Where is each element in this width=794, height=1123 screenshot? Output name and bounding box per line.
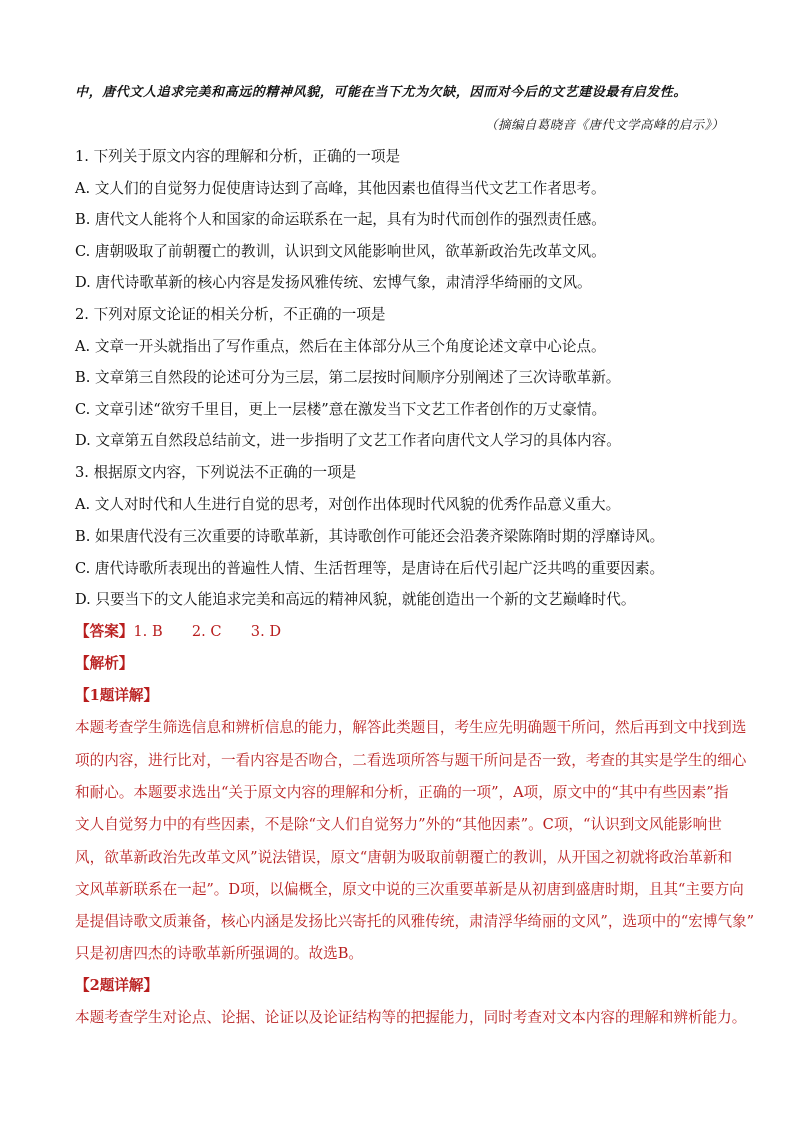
question-1-option-d: D. 唐代诗歌革新的核心内容是发扬风雅传统、宏博气象，肃清浮华绮丽的文风。 bbox=[75, 274, 592, 291]
intro-line: 中，唐代文人追求完美和高远的精神风貌，可能在当下尤为欠缺，因而对今后的文艺建设最有启发性。 bbox=[75, 85, 688, 100]
question-2-option-a: A. 文章一开头就指出了写作重点，然后在主体部分从三个角度论述文章中心论点。 bbox=[75, 338, 606, 355]
answer-row bbox=[75, 622, 281, 642]
question-3-option-d: D. 只要当下的文人能追求完美和高远的精神风貌，就能创造出一个新的文艺巅峰时代。 bbox=[75, 591, 636, 608]
detail-1-line: 和耐心。本题要求选出“关于原文内容的理解和分析，正确的一项”，A项，原文中的“其中有些因素”指 bbox=[75, 784, 729, 801]
question-1-option-b: B. 唐代文人能将个人和国家的命运联系在一起，具有为时代而创作的强烈责任感。 bbox=[75, 211, 606, 228]
analysis-label: 【解析】 bbox=[75, 655, 134, 672]
question-2-option-d: D. 文章第五自然段总结前文，进一步指明了文艺工作者向唐代文人学习的具体内容。 bbox=[75, 432, 621, 449]
question-1-stem: 1. 下列关于原文内容的理解和分析，正确的一项是 bbox=[75, 148, 401, 165]
question-3-option-a: A. 文人对时代和人生进行自觉的思考，对创作出体现时代风貌的优秀作品意义重大。 bbox=[75, 496, 621, 513]
detail-1-line: 本题考查学生筛选信息和辨析信息的能力，解答此类题目，考生应先明确题干所问，然后再到文中找到选 bbox=[75, 719, 747, 736]
question-3-option-b: B. 如果唐代没有三次重要的诗歌革新，其诗歌创作可能还会沿袭齐梁陈隋时期的浮靡诗风。 bbox=[75, 528, 665, 545]
question-3-option-c: C. 唐代诗歌所表现出的普遍性人情、生活哲理等，是唐诗在后代引起广泛共鸣的重要因素。 bbox=[75, 560, 665, 577]
detail-1-line: 是提倡诗歌文质兼备，核心内涵是发扬比兴寄托的风雅传统，肃清浮华绮丽的文风”，选项中的“宏博气象” bbox=[75, 913, 755, 930]
detail-1-label: 【1题详解】 bbox=[75, 687, 159, 704]
detail-1-line: 项的内容，进行比对，一看内容是否吻合，二看选项所答与题干所问是否一致，考查的其实是学生的细心 bbox=[75, 752, 747, 769]
source-citation: （摘编自葛晓音《唐代文学高峰的启示》） bbox=[485, 117, 724, 132]
question-2-option-c: C. 文章引述“欲穷千里目，更上一层楼”意在激发当下文艺工作者创作的万丈豪情。 bbox=[75, 401, 607, 418]
detail-1-line: 只是初唐四杰的诗歌革新所强调的。故选B。 bbox=[75, 945, 364, 962]
detail-2-label: 【2题详解】 bbox=[75, 977, 159, 994]
question-1-option-a: A. 文人们的自觉努力促使唐诗达到了高峰，其他因素也值得当代文艺工作者思考。 bbox=[75, 180, 606, 197]
question-3-stem: 3. 根据原文内容，下列说法不正确的一项是 bbox=[75, 464, 357, 481]
answer-label: 【答案】 bbox=[75, 623, 134, 640]
detail-2-line: 本题考查学生对论点、论据、论证以及论证结构等的把握能力，同时考查对文本内容的理解和辨析能力。 bbox=[75, 1009, 747, 1026]
detail-1-line: 文人自觉努力中的有些因素，不是除“文人们自觉努力”外的“其他因素”。C项，“认识到文风能影响世 bbox=[75, 816, 722, 833]
detail-1-line: 风，欲革新政治先改革文风”说法错误，原文“唐朝为吸取前朝覆亡的教训，从开国之初就将政治革新和 bbox=[75, 849, 733, 866]
question-1-option-c: C. 唐朝吸取了前朝覆亡的教训，认识到文风能影响世风，欲革新政治先改革文风。 bbox=[75, 243, 606, 260]
detail-1-line: 文风革新联系在一起”。D项，以偏概全，原文中说的三次重要革新是从初唐到盛唐时期，且其“主要方向 bbox=[75, 881, 744, 898]
question-2-option-b: B. 文章第三自然段的论述可分为三层，第二层按时间顺序分别阐述了三次诗歌革新。 bbox=[75, 369, 621, 386]
question-2-stem: 2. 下列对原文论证的相关分析，不正确的一项是 bbox=[75, 306, 386, 323]
answer-values: 1. B 2. C 3. D bbox=[133, 623, 282, 640]
